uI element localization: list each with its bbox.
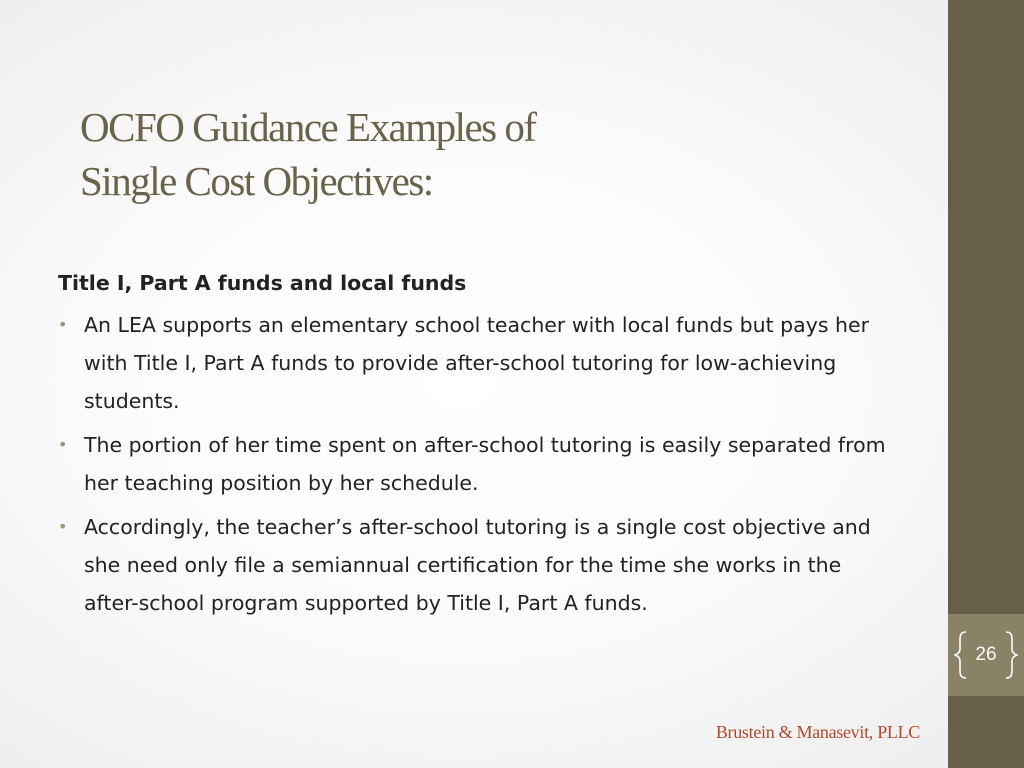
bullet-marker: • [58, 315, 68, 334]
bullet-list [58, 306, 898, 622]
bullet-item [58, 426, 898, 502]
page-number-badge [954, 630, 1018, 680]
bullet-item [58, 508, 898, 622]
bullet-text: The portion of her time spent on after-school tutoring is easily separated from her teaching position by her schedule. [84, 433, 886, 495]
slide-content [58, 264, 898, 628]
bullet-text: An LEA supports an elementary school teacher with local funds but pays her with Title I, Part A funds to provide after-school tutoring for low-achieving students. [84, 313, 870, 413]
slide-title [80, 100, 880, 208]
slide-title-line-1: OCFO Guidance Examples of [80, 104, 536, 150]
slide-title-line-2: Single Cost Objectives: [80, 158, 433, 204]
page-number: 26 [975, 644, 997, 665]
bullet-marker: • [58, 435, 68, 454]
bullet-item [58, 306, 898, 420]
footer-firm-name: Brustein & Manasevit, PLLC [715, 722, 920, 742]
subheading: Title I, Part A funds and local funds [58, 271, 467, 295]
bullet-text: Accordingly, the teacher’s after-school tutoring is a single cost objective and she need only file a semiannual certification for the time she works in the after-school program supported by Title I, Part A funds. [84, 515, 871, 615]
bullet-marker: • [58, 517, 68, 536]
